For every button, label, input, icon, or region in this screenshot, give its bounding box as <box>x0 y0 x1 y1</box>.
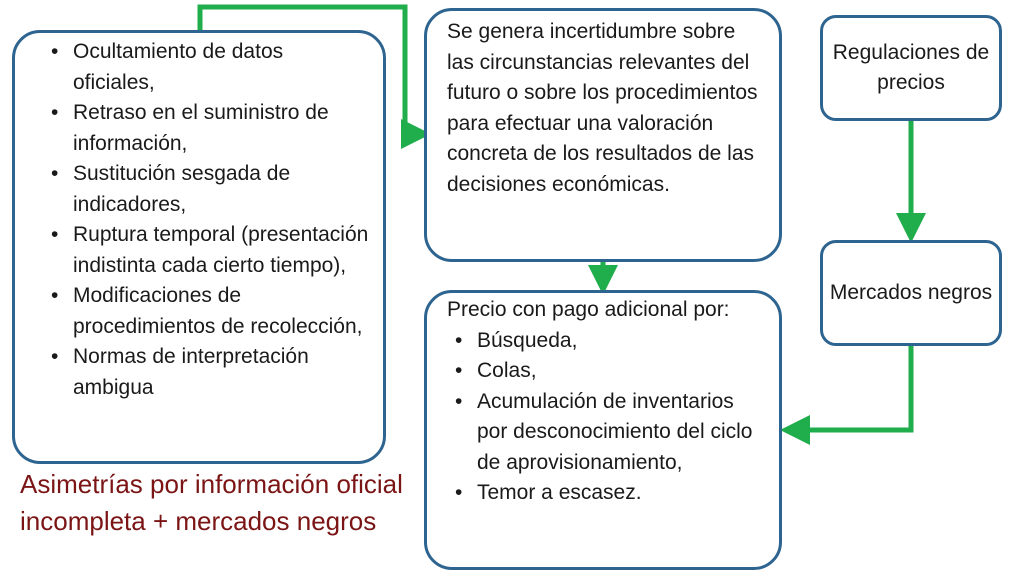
list-item: • Ruptura temporal (presentación indistinta cada cierto tiempo), <box>43 220 369 281</box>
price-intro: Precio con pago adicional por: <box>447 298 730 321</box>
list-item: • Modificaciones de procedimientos de recolección, <box>43 281 369 342</box>
causes-list <box>43 37 369 403</box>
black-markets-box <box>820 240 1002 346</box>
list-item: • Acumulación de inventarios por desconocimiento del ciclo de aprovisionamiento, <box>447 387 765 479</box>
uncertainty-box <box>424 8 782 262</box>
slide-caption: Asimetrías por información oficial incompleta + mercados negros <box>20 469 403 536</box>
black-markets-text: Mercados negros <box>829 280 993 304</box>
arrow-markets-to-price <box>795 346 911 430</box>
price-items-list <box>447 326 765 509</box>
list-item: • Temor a escasez. <box>447 478 765 509</box>
price-regulations-box <box>820 15 1002 121</box>
list-item: • Búsqueda, <box>447 326 765 357</box>
list-item: • Ocultamiento de datos oficiales, <box>43 37 369 98</box>
list-item: • Sustitución sesgada de indicadores, <box>43 159 369 220</box>
additional-price-box <box>424 290 782 570</box>
uncertainty-text: Se genera incertidumbre sobre las circunstancias relevantes del futuro o sobre los procedimientos para efectuar una valoración concreta de los resultados de las decisiones económicas. <box>447 20 758 196</box>
info-asymmetry-causes-box <box>12 30 386 464</box>
price-regulations-text: Regulaciones de precios <box>832 40 990 94</box>
list-item: • Retraso en el suministro de información, <box>43 98 369 159</box>
list-item: • Normas de interpretación ambigua <box>43 342 369 403</box>
list-item: • Colas, <box>447 356 765 387</box>
